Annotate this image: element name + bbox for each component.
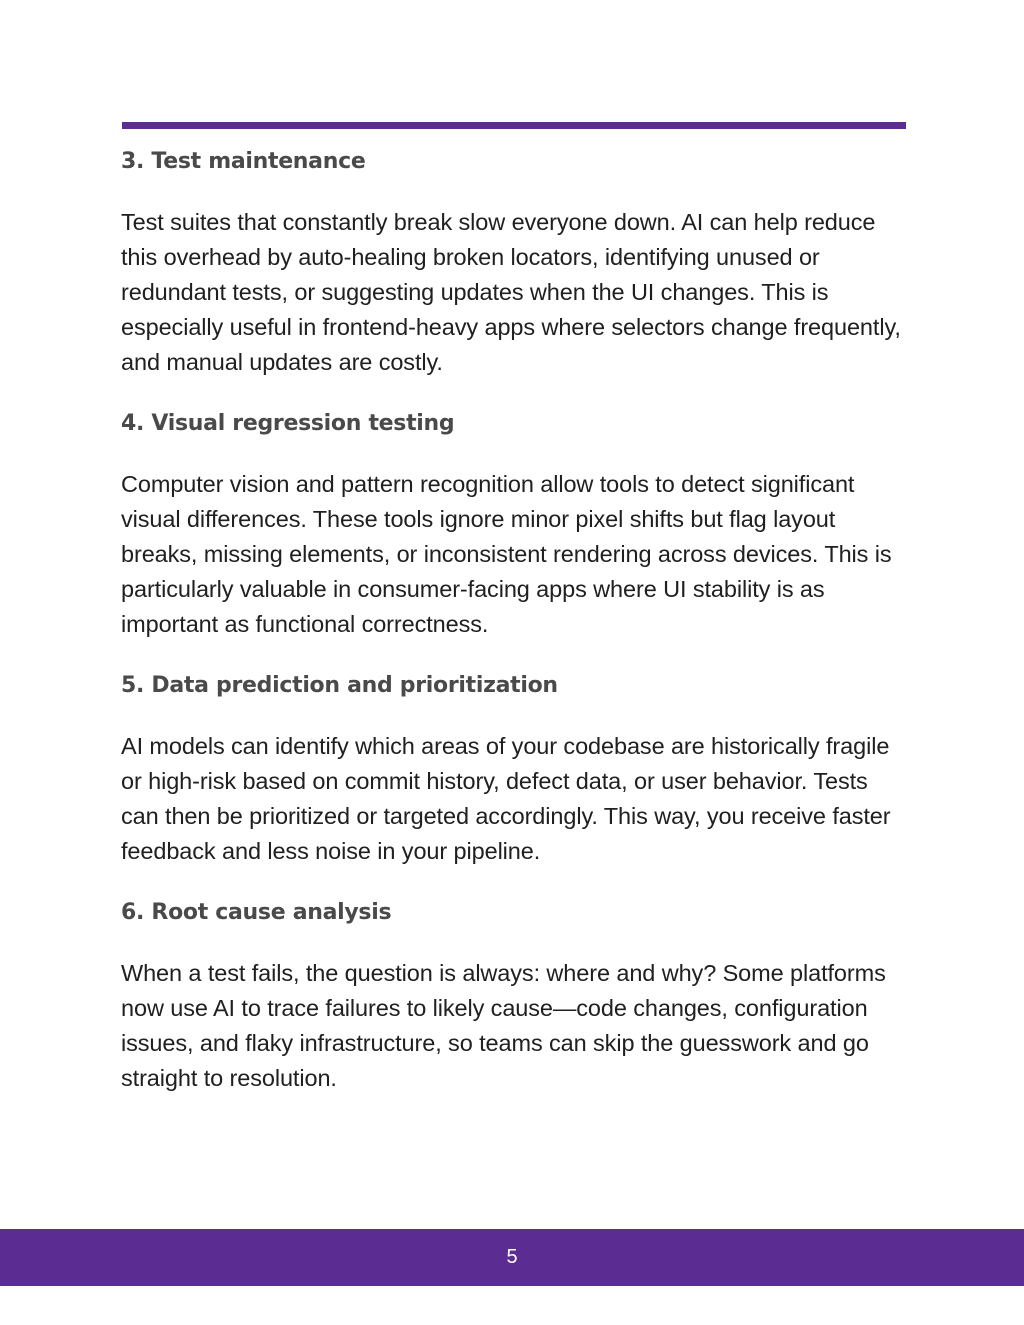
section-heading: 3. Test maintenance bbox=[121, 149, 366, 174]
section-heading: 6. Root cause analysis bbox=[121, 900, 392, 925]
section-paragraph: AI models can identify which areas of your codebase are historically fragile or high-risk based on commit history, defect data, or user behavior. Tests can then be prioritized or targeted accordingly. This way, you receive faster feedback and less noise in your pipeline. bbox=[121, 733, 891, 864]
footer-bar bbox=[0, 1229, 1024, 1286]
top-divider bbox=[122, 122, 906, 129]
document-content bbox=[121, 145, 911, 1123]
page-number: 5 bbox=[506, 1246, 518, 1268]
section-visual-regression-testing bbox=[121, 407, 911, 642]
section-paragraph: Test suites that constantly break slow everyone down. AI can help reduce this overhead by auto-healing broken locators, identifying unused or redundant tests, or suggesting updates when the UI changes. This is especially useful in frontend-heavy apps where selectors change frequently, and manual updates are costly. bbox=[121, 209, 901, 375]
section-heading: 4. Visual regression testing bbox=[121, 411, 455, 436]
section-data-prediction bbox=[121, 669, 911, 869]
section-root-cause-analysis bbox=[121, 896, 911, 1096]
section-paragraph: When a test fails, the question is always: where and why? Some platforms now use AI to trace failures to likely cause—code changes, configuration issues, and flaky infrastructure, so teams can skip the guesswork and go straight to resolution. bbox=[121, 960, 886, 1091]
section-paragraph: Computer vision and pattern recognition allow tools to detect significant visual differences. These tools ignore minor pixel shifts but flag layout breaks, missing elements, or inconsistent rendering across devices. This is particularly valuable in consumer-facing apps where UI stability is as important as functional correctness. bbox=[121, 471, 892, 637]
section-test-maintenance bbox=[121, 145, 911, 380]
section-heading: 5. Data prediction and prioritization bbox=[121, 673, 558, 698]
